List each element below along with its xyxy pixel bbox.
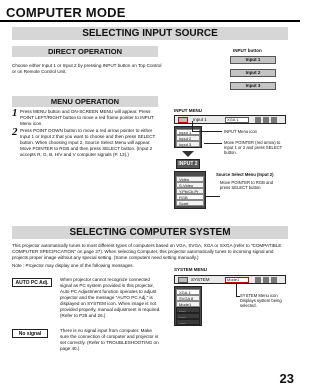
input-menu-item-3[interactable]: Input 3 [176, 141, 200, 147]
no-signal-label: No signal [12, 329, 48, 338]
step-1-text: Press MENU button and ON-SCREEN MENU will appear. Press POINT LEFT/RIGHT button to move a red frame pointer to INPUT Menu icon. [20, 109, 154, 126]
direct-operation-text: Choose either Input 1 or Input 2 by pressing INPUT button on Top Control or on Remote Control Unit. [12, 63, 162, 74]
source-item-scart[interactable]: Scart [176, 200, 204, 206]
menu-bar-icon [271, 277, 277, 283]
menu-bar-icon [255, 117, 261, 123]
system-menu-bar-label: SYSTEM [191, 277, 210, 282]
leader-line [204, 143, 222, 144]
source-select-menu [174, 171, 206, 209]
system-menu-note: SYSTEM Menu icon Displays system being selected. [240, 293, 282, 308]
computer-system-intro: This projector automatically tunes to most different types of computers based on VGA, SVGA, XGA or SXGA (refer to "COMPATIBLE COMPUTER SPECIFICATION" on page 27). When selecting Computer, this projector automatically tunes to incoming signal and projects proper image without any special setting. (Some computers need setting manually.) [12, 243, 282, 260]
source-item-video[interactable]: Video [176, 176, 204, 182]
source-select-note: Move POINTER to RGB and press SELECT button. [220, 180, 274, 190]
no-signal-text: There is no signal input from computer. Make sure the connection of computer and projector is set correctly. (Refer to TROUBLESHOOTING on page 40.) [60, 328, 159, 351]
input-2-tab: INPUT 2 [176, 159, 200, 169]
input-menu-item-1[interactable]: Input 1 [176, 129, 200, 135]
input-menu-icon[interactable] [178, 117, 188, 123]
leader-line [236, 284, 237, 296]
page-title: COMPUTER MODE [6, 5, 126, 20]
section-input-source-title: SELECTING INPUT SOURCE [12, 27, 288, 40]
leader-line [192, 121, 193, 131]
menu-bar-icon [263, 117, 269, 123]
source-item-s-video[interactable]: S-Video [176, 182, 204, 188]
input-menu-icon-note: INPUT Menu icon [224, 129, 257, 134]
system-item-svga-8[interactable]: SVGA 8 [176, 295, 200, 301]
step-1-number: 1 [12, 107, 18, 119]
system-menu-caption: SYSTEM MENU [174, 267, 208, 272]
page-number: 23 [279, 371, 294, 386]
menu-bar-icon [178, 277, 188, 283]
input-1-button[interactable]: Input 1 [230, 56, 276, 64]
system-item-empty: ----- [176, 313, 200, 319]
source-item-component[interactable]: Y,Pb/Cb,Pr [176, 188, 204, 194]
direct-operation-heading: DIRECT OPERATION [12, 46, 158, 57]
menu-bar-icon [255, 277, 261, 283]
pointer-note: Move POINTER (red arrow) to Input 1 or 2 and press SELECT button. [224, 140, 283, 155]
leader-line [206, 196, 220, 197]
system-menu-icon[interactable]: Mode1 [225, 277, 249, 283]
input-3-button[interactable]: Input 3 [230, 82, 276, 90]
source-item-rgb[interactable]: RGB [176, 194, 204, 200]
input-menu-bar-system: XGA 1 [225, 117, 249, 123]
step-2-number: 2 [12, 126, 18, 138]
input-menu-caption: INPUT MENU [174, 108, 202, 113]
input-menu-bar-current: Input 1 [193, 117, 207, 122]
menu-operation-heading: MENU OPERATION [12, 96, 158, 107]
title-rule [0, 20, 300, 22]
leader-line [192, 131, 222, 132]
system-item-empty: ----- [176, 307, 200, 313]
menu-bar-icon [263, 277, 269, 283]
system-item-mode1[interactable]: Mode1 [176, 301, 200, 307]
system-menu-list [174, 286, 202, 326]
arrow-down-icon [182, 151, 194, 157]
input-menu-list [174, 126, 202, 148]
auto-pc-adj-text: When projector cannot recognize connected signal as PC system provided in this projector, Auto PC Adjustment function operates to adjust projector and the message "AUTO PC Adj." is displayed on SYSTEM icon. When image is not provided properly, manual adjustment is required. (Refer to P25 and 26.) [60, 277, 161, 318]
menu-bar-icon [271, 117, 277, 123]
system-item-empty: ----- [176, 319, 200, 325]
auto-pc-adj-label: AUTO PC Adj. [12, 278, 52, 287]
input-menu-bar [174, 115, 286, 124]
source-select-caption: Source Select Menu (Input 2) [216, 172, 274, 177]
input-button-caption: INPUT button [233, 48, 262, 53]
section-computer-system-title: SELECTING COMPUTER SYSTEM [12, 226, 288, 239]
system-item-xga-1[interactable]: XGA 1 [176, 289, 200, 295]
input-menu-item-2[interactable]: Input 2 [176, 135, 200, 141]
input-2-button[interactable]: Input 2 [230, 69, 276, 77]
step-2-text: Press POINT DOWN button to move a red arrow pointer to either Input 1 or Input 2 that you want to choose and then press SELECT button. When choosing Input 2, Source Select Menu will appear. Move POINTER to RGB and then press SELECT button. (Input 2 accepts R, G, B, H/V and V computer signals (P. 13).) [20, 128, 156, 157]
system-menu-bar [174, 275, 286, 284]
computer-system-note: Note : Projector may display one of the following messages. [12, 263, 134, 268]
